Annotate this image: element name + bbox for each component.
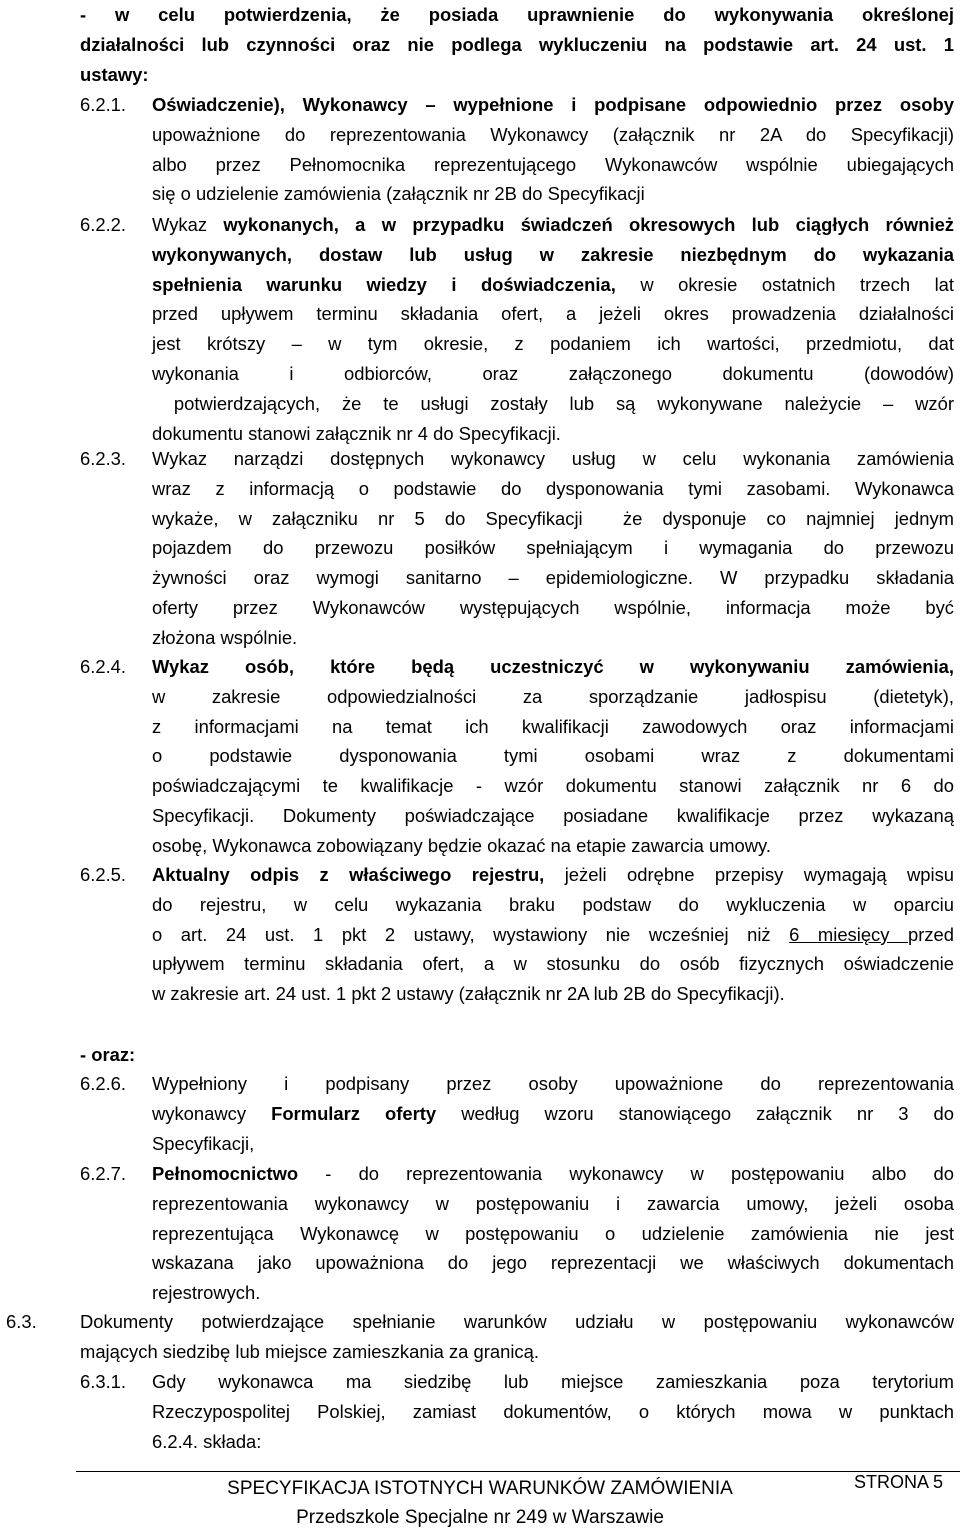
underlined-run: 6 miesięcy: [789, 923, 908, 945]
text-run: Wykaz: [152, 214, 224, 235]
item-line: wraz z informacją o podstawie do dysponowania tymi zasobami. Wykonawca: [152, 477, 954, 499]
item-line: Rzeczypospolitej Polskiej, zamiast dokumentów, o których mowa w punktach: [152, 1400, 954, 1422]
item-6-2-7: [152, 1159, 954, 1308]
text-run: - do reprezentowania wykonawcy w postępowaniu albo do: [298, 1163, 954, 1184]
item-line: potwierdzających, że te usługi zostały lub są wykonywane należycie – wzór: [152, 392, 954, 414]
item-line: albo przez Pełnomocnika reprezentującego Wykonawców wspólnie ubiegających: [152, 153, 954, 175]
section-number: 6.3.: [6, 1311, 37, 1332]
item-6-2-2: [152, 210, 954, 448]
intro-line: działalności lub czynności oraz nie podlega wykluczeniu na podstawie art. 24 ust. 1: [80, 33, 954, 55]
item-line: mających siedzibę lub miejsce zamieszkania za granicą.: [80, 1340, 539, 1362]
item-line: oferty przez Wykonawców występujących wspólnie, informacja może być: [152, 596, 954, 618]
item-number: 6.2.3.: [80, 448, 127, 469]
item-line: w zakresie art. 24 ust. 1 pkt 2 ustawy (załącznik nr 2A lub 2B do Specyfikacji).: [152, 983, 785, 1005]
bold-run: Formularz oferty: [271, 1102, 437, 1124]
item-line: wykonania i odbiorców, oraz załączonego dokumentu (dowodów): [152, 362, 954, 384]
intro-line: ustawy:: [80, 63, 149, 85]
intro-paragraph: [80, 0, 954, 89]
item-line: jest krótszy – w tym okresie, z podaniem ich wartości, przedmiotu, dat: [152, 333, 954, 355]
item-number: 6.2.5.: [80, 864, 127, 885]
item-6-3-1: [152, 1367, 954, 1456]
item-line: rejestrowych.: [152, 1282, 261, 1304]
item-6-2-6: [152, 1069, 954, 1158]
item-line: Wypełniony i podpisany przez osoby upoważnione do reprezentowania: [152, 1073, 954, 1094]
item-line: poświadczającymi te kwalifikacje - wzór dokumentu stanowi załącznik nr 6 do: [152, 775, 954, 797]
text-run: według wzoru stanowiącego załącznik nr 3 do: [436, 1102, 955, 1124]
item-6-2-4: [152, 652, 954, 861]
item-line: pojazdem do przewozu posiłków spełniającym i wymagania do przewozu: [152, 537, 954, 559]
page-number: STRONA 5: [854, 1472, 944, 1492]
bold-run: Aktualny odpis z właściwego rejestru,: [152, 864, 545, 885]
item-line: do rejestru, w celu wykazania braku podstaw do wykluczenia w oparciu: [152, 893, 954, 915]
item-line: przed upływem terminu składania ofert, a jeżeli okres prowadzenia działalności: [152, 303, 954, 325]
item-line: się o udzielenie zamówienia (załącznik nr 2B do Specyfikacji: [152, 183, 645, 205]
item-line: wskazana jako upoważniona do jego reprezentacji we właściwych dokumentach: [152, 1252, 954, 1274]
item-number: 6.2.4.: [80, 656, 127, 677]
footer-title: SPECYFIKACJA ISTOTNYCH WARUNKÓW ZAMÓWIENIA: [227, 1478, 733, 1499]
text-run: jeżeli odrębne przepisy wymagają wpisu: [544, 864, 954, 885]
item-line: złożona wspólnie.: [152, 626, 298, 648]
footer-divider: [76, 1471, 960, 1472]
item-line: Wykaz narządzi dostępnych wykonawcy usług w celu wykonania zamówienia: [152, 448, 954, 469]
item-6-2-5: [152, 860, 954, 1009]
section-6-3: [80, 1307, 954, 1367]
item-6-2-1: [152, 90, 954, 209]
bold-run: wykonanych, a w przypadku świadczeń okresowych lub ciągłych również: [223, 214, 954, 235]
item-number: 6.3.1.: [80, 1371, 127, 1392]
item-number: 6.2.7.: [80, 1163, 127, 1184]
item-line: z informacjami na temat ich kwalifikacji zawodowych oraz informacjami: [152, 715, 954, 737]
item-line: [152, 920, 954, 950]
oraz-label: - oraz:: [80, 1044, 136, 1065]
item-line: Dokumenty potwierdzające spełnianie warunków udziału w postępowaniu wykonawców: [80, 1311, 954, 1332]
item-line: żywności oraz wymogi sanitarno – epidemiologiczne. W przypadku składania: [152, 567, 954, 589]
item-line: Gdy wykonawca ma siedzibę lub miejsce zamieszkania poza terytorium: [152, 1371, 954, 1392]
text-run: przed: [907, 923, 954, 945]
text-run: o art. 24 ust. 1 pkt 2 ustawy, wystawiony nie wcześniej niż: [152, 923, 790, 945]
item-line: [152, 90, 954, 120]
item-line: reprezentująca Wykonawcę w postępowaniu o udzielenie zamówienia nie jest: [152, 1222, 954, 1244]
item-6-2-3: [152, 444, 954, 653]
item-line: reprezentowania wykonawcy w postępowaniu i zawarcia umowy, jeżeli osoba: [152, 1192, 954, 1214]
item-line: Specyfikacji. Dokumenty poświadczające posiadane kwalifikacje przez wykazaną: [152, 804, 954, 826]
text-run: w okresie ostatnich trzech lat: [615, 273, 955, 295]
item-line: upływem terminu składania ofert, a w stosunku do osób fizycznych oświadczenie: [152, 953, 954, 975]
item-line: [152, 210, 954, 240]
item-line: o podstawie dysponowania tymi osobami wraz z dokumentami: [152, 745, 954, 767]
item-number: 6.2.1.: [80, 94, 127, 115]
item-line: Specyfikacji,: [152, 1132, 255, 1154]
bold-run: spełnienia warunku wiedzy i doświadczenia,: [152, 273, 616, 295]
item-line: wykaże, w załączniku nr 5 do Specyfikacji że dysponuje co najmniej jednym: [152, 507, 954, 529]
item-line: [152, 1099, 954, 1129]
bold-run: Pełnomocnictwo: [152, 1163, 299, 1184]
item-line: osobę, Wykonawca zobowiązany będzie okazać na etapie zawarcia umowy.: [152, 834, 771, 856]
item-line: w zakresie odpowiedzialności za sporządzanie jadłospisu (dietetyk),: [152, 685, 954, 707]
text-run: wykonawcy: [152, 1102, 272, 1124]
item-line: upoważnione do reprezentowania Wykonawcy (załącznik nr 2A do Specyfikacji): [152, 123, 954, 145]
item-line: [152, 1159, 954, 1189]
footer-subtitle: Przedszkole Specjalne nr 249 w Warszawie: [296, 1507, 664, 1528]
item-number: 6.2.2.: [80, 214, 127, 235]
intro-line: - w celu potwierdzenia, że posiada uprawnienie do wykonywania określonej: [80, 4, 954, 25]
item-line: Wykaz osób, które będą uczestniczyć w wykonywaniu zamówienia,: [152, 656, 954, 677]
item-number: 6.2.6.: [80, 1073, 127, 1094]
item-line: [152, 860, 954, 890]
item-line: [152, 270, 954, 300]
item-line: wykonywanych, dostaw lub usług w zakresie niezbędnym do wykazania: [152, 243, 954, 265]
oswiadczenie-label: Oświadczenie), Wykonawcy – wypełnione i podpisane odpowiednio przez osoby: [152, 94, 954, 115]
item-line: dokumentu stanowi załącznik nr 4 do Specyfikacji.: [152, 422, 561, 444]
item-line: 6.2.4. składa:: [152, 1430, 262, 1452]
